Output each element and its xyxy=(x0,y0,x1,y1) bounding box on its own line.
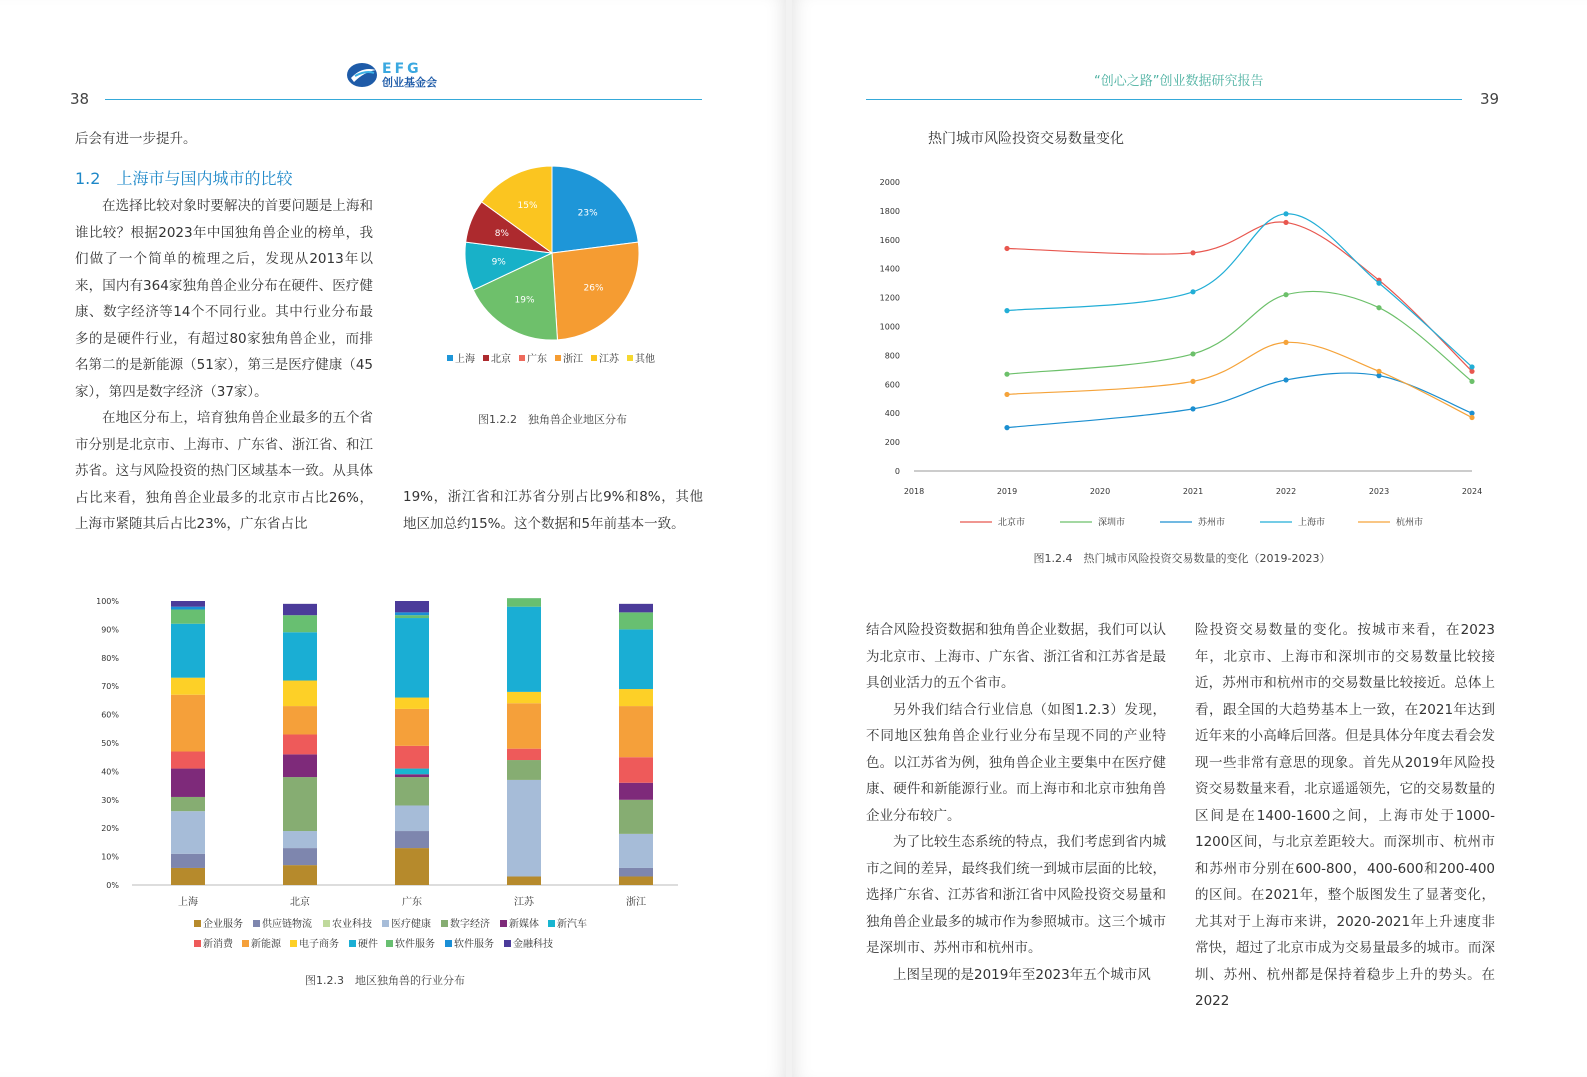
paragraph: 上图呈现的是2019年至2023年五个城市风 xyxy=(893,966,1151,983)
body-left-column xyxy=(75,193,373,538)
paragraph-continued: 19%，浙江省和江苏省分别占比9%和8%，其他地区加总约15%。这个数据和5年前基本一致。 xyxy=(403,489,703,532)
y-tick-label: 2000 xyxy=(879,178,900,187)
logo-subtext: 创业基金会 xyxy=(382,76,437,89)
pie-slice-label: 15% xyxy=(517,200,538,211)
y-tick-label: 1800 xyxy=(879,206,900,216)
bar-segment xyxy=(283,754,317,777)
data-point xyxy=(1469,379,1474,384)
legend-label: 农业科技 xyxy=(332,919,372,930)
x-tick-label: 2019 xyxy=(996,487,1018,496)
legend-label: 金融科技 xyxy=(513,939,553,950)
series-line xyxy=(1007,342,1472,417)
legend-label: 其他 xyxy=(635,354,655,365)
bar-segment xyxy=(283,681,317,707)
data-point xyxy=(1376,369,1381,374)
data-point xyxy=(1004,425,1009,430)
legend-label: 硬件 xyxy=(358,939,378,950)
data-point xyxy=(1376,281,1381,286)
header-rule xyxy=(105,99,702,100)
x-tick-label: 2018 xyxy=(903,487,925,496)
legend-swatch xyxy=(627,355,633,361)
bar-segment xyxy=(507,876,541,885)
bar-segment xyxy=(507,598,541,607)
bar-segment xyxy=(619,629,653,689)
pie-chart xyxy=(420,158,710,378)
data-point xyxy=(1004,308,1009,313)
right-page xyxy=(792,0,1587,1077)
pie-slice-label: 8% xyxy=(494,229,509,240)
legend-label: 供应链物流 xyxy=(262,919,312,930)
legend-label: 软件服务 xyxy=(395,939,435,950)
bar-segment xyxy=(619,706,653,757)
bar-segment xyxy=(619,834,653,868)
x-tick-label: 2022 xyxy=(1275,487,1297,496)
y-tick-label: 1000 xyxy=(879,322,900,332)
paragraph: 另外我们结合行业信息（如图1.2.3）发现，不同地区独角兽企业行业分布呈现不同的产业特色。以江苏省为例，独角兽企业主要集中在医疗健康、硬件和新能源行业。而上海市和北京市独角兽企业分布较广。 xyxy=(866,701,1166,824)
y-tick-label: 20% xyxy=(101,824,119,834)
legend-label: 上海 xyxy=(455,354,475,365)
bar-segment xyxy=(395,831,429,848)
legend-label: 杭州市 xyxy=(1396,518,1424,528)
bar-segment xyxy=(619,612,653,629)
data-point xyxy=(1190,351,1195,356)
x-tick-label: 广东 xyxy=(402,897,422,908)
legend-swatch xyxy=(382,920,389,927)
data-point xyxy=(1283,292,1288,297)
bar-segment xyxy=(171,695,205,752)
legend-swatch xyxy=(447,355,453,361)
legend-swatch xyxy=(519,355,525,361)
bar-segment xyxy=(171,752,205,769)
x-tick-label: 2024 xyxy=(1461,487,1483,496)
running-header: “创心之路”创业数据研究报告 xyxy=(1094,74,1264,89)
data-point xyxy=(1469,364,1474,369)
y-tick-label: 400 xyxy=(884,409,900,419)
bar-segment xyxy=(507,607,541,692)
figure-caption: 图1.2.2 独角兽企业地区分布 xyxy=(478,413,627,426)
page-number: 39 xyxy=(1480,90,1500,108)
legend-swatch xyxy=(591,355,597,361)
bar-segment xyxy=(171,601,205,607)
paragraph: 险投资交易数量的变化。按城市来看，在2023年，北京市、上海市和深圳市的交易数量比较接近，苏州市和杭州市的交易数量比较接近。总体上看，跟全国的大趋势基本上一致，在2021年达到近年来的小高峰后回落。但是具体分年度去看会发现一些非常有意思的现象。首先从2019年风险投资交易数量来看，北京遥遥领先，它的交易数量的区间是在1400-1600之间，上海市处于1000-1200区间，与北京差距较大。而深圳市、杭州市和苏州市分别在600-800，400-600和200-400的区间。在2021年，整个版图发生了显著变化，尤其对于上海市来讲，2020-2021年上升速度非常快，超过了北京市成为交易量最多的城市。而深圳、苏州、杭州都是保持着稳步上升的势头。在2022 xyxy=(1195,622,1495,1009)
y-tick-label: 90% xyxy=(101,625,119,635)
body-right-column-1 xyxy=(866,617,1166,988)
data-point xyxy=(1283,220,1288,225)
bar-segment xyxy=(395,746,429,769)
bar-segment xyxy=(395,698,429,709)
header-rule xyxy=(866,99,1462,100)
bar-segment xyxy=(283,777,317,831)
series-line xyxy=(1007,214,1472,367)
data-point xyxy=(1469,415,1474,420)
bar-segment xyxy=(507,703,541,748)
y-tick-label: 1400 xyxy=(879,264,900,274)
bar-segment xyxy=(283,706,317,734)
bar-segment xyxy=(395,612,429,615)
bar-segment xyxy=(171,610,205,624)
bar-segment xyxy=(619,757,653,783)
legend-swatch xyxy=(194,920,201,927)
x-tick-label: 2021 xyxy=(1182,487,1204,496)
legend-swatch xyxy=(548,920,555,927)
y-tick-label: 600 xyxy=(884,380,900,390)
bar-segment xyxy=(283,831,317,848)
bar-segment xyxy=(283,604,317,615)
x-tick-label: 江苏 xyxy=(514,897,534,908)
y-tick-label: 800 xyxy=(884,351,900,361)
legend-swatch xyxy=(483,355,489,361)
bar-segment xyxy=(619,783,653,800)
bar-segment xyxy=(395,769,429,775)
bar-segment xyxy=(395,618,429,698)
legend-label: 新汽车 xyxy=(557,919,587,930)
section-heading: 1.2 上海市与国内城市的比较 xyxy=(75,169,293,188)
legend-swatch xyxy=(323,920,330,927)
legend-label: 电子商务 xyxy=(299,939,339,950)
data-point xyxy=(1190,406,1195,411)
paragraph: 在选择比较对象时要解决的首要问题是上海和谁比较？根据2023年中国独角兽企业的榜单，我们做了一个简单的梳理之后，发现从2013年以来，国内有364家独角兽企业分布在硬件、医疗健康、数字经济等14个不同行业。其中行业分布最多的是硬件行业，有超过80家独角兽企业，而排名第二的是新能源（51家），第三是医疗健康（45家），第四是数字经济（37家）。 xyxy=(75,198,373,400)
paragraph: 为了比较生态系统的特点，我们考虑到省内城市之间的差异，最终我们统一到城市层面的比较，选择广东省、江苏省和浙江省中风险投资交易量和独角兽企业最多的城市作为参照城市。这三个城市是深圳市、苏州市和杭州市。 xyxy=(866,834,1166,956)
bar-segment xyxy=(283,848,317,865)
paragraph: 结合风险投资数据和独角兽企业数据，我们可以认为北京市、上海市、广东省、浙江省和江苏省是最具创业活力的五个省市。 xyxy=(866,622,1166,691)
legend-label: 新能源 xyxy=(251,939,281,950)
data-point xyxy=(1190,289,1195,294)
figure-caption: 图1.2.4 热门城市风险投资交易数量的变化（2019-2023） xyxy=(1033,552,1331,565)
legend-label: 深圳市 xyxy=(1098,518,1126,528)
data-point xyxy=(1190,379,1195,384)
legend-label: 苏州市 xyxy=(1198,518,1226,528)
pie-slice-label: 23% xyxy=(577,208,598,219)
series-line xyxy=(1007,291,1472,381)
legend-label: 新消费 xyxy=(203,939,233,950)
bar-segment xyxy=(171,868,205,885)
bar-segment xyxy=(395,601,429,612)
bar-segment xyxy=(283,734,317,754)
legend-swatch xyxy=(386,940,393,947)
data-point xyxy=(1376,305,1381,310)
data-point xyxy=(1004,372,1009,377)
legend-swatch xyxy=(441,920,448,927)
stacked-bar-chart xyxy=(70,590,720,965)
y-tick-label: 80% xyxy=(101,653,119,663)
legend-swatch xyxy=(242,940,249,947)
bar-segment xyxy=(171,811,205,854)
bar-segment xyxy=(395,777,429,805)
y-tick-label: 50% xyxy=(101,739,119,748)
bar-segment xyxy=(171,607,205,610)
bar-segment xyxy=(283,615,317,632)
legend-label: 北京 xyxy=(491,354,511,365)
legend-swatch xyxy=(504,940,511,947)
legend-swatch xyxy=(349,940,356,947)
y-tick-label: 10% xyxy=(101,852,119,862)
data-point xyxy=(1190,250,1195,255)
x-tick-label: 浙江 xyxy=(626,897,646,908)
bar-segment xyxy=(619,800,653,834)
bar-segment xyxy=(395,615,429,618)
y-tick-label: 100% xyxy=(96,597,119,606)
legend-swatch xyxy=(194,940,201,947)
legend-swatch xyxy=(290,940,297,947)
bar-segment xyxy=(619,876,653,885)
data-point xyxy=(1004,246,1009,251)
bar-segment xyxy=(283,865,317,885)
y-tick-label: 1600 xyxy=(879,235,900,245)
bar-segment xyxy=(507,760,541,780)
bar-segment xyxy=(395,805,429,831)
bar-segment xyxy=(395,848,429,885)
legend-label: 北京市 xyxy=(998,518,1026,528)
legend-label: 企业服务 xyxy=(203,919,243,930)
legend-label: 软件服务 xyxy=(454,939,494,950)
data-point xyxy=(1283,211,1288,216)
body-right-column-2 xyxy=(1195,617,1495,1015)
y-tick-label: 1200 xyxy=(879,293,900,303)
pie-slice-label: 9% xyxy=(491,257,506,268)
chart-title: 热门城市风险投资交易数量变化 xyxy=(928,131,1124,147)
series-line xyxy=(1007,222,1472,371)
bar-segment xyxy=(395,774,429,777)
logo-text: EFG xyxy=(382,61,422,77)
x-tick-label: 2023 xyxy=(1368,487,1390,496)
paragraph: 在地区分布上，培育独角兽企业最多的五个省市分别是北京市、上海市、广东省、浙江省、和江苏省。这与风险投资的热门区域基本一致。从具体占比来看，独角兽企业最多的北京市占比26%，上海市紧随其后占比23%，广东省占比 xyxy=(75,410,373,532)
pie-slice-label: 26% xyxy=(583,283,604,294)
bar-segment xyxy=(171,624,205,678)
legend-swatch xyxy=(445,940,452,947)
figure-caption: 图1.2.3 地区独角兽的行业分布 xyxy=(305,974,465,987)
legend-swatch xyxy=(253,920,260,927)
y-tick-label: 70% xyxy=(101,682,119,692)
bar-segment xyxy=(171,678,205,695)
bar-segment xyxy=(619,868,653,877)
legend-label: 数字经济 xyxy=(450,919,490,930)
bar-segment xyxy=(507,692,541,703)
legend-label: 新媒体 xyxy=(509,919,539,930)
bar-segment xyxy=(171,769,205,797)
data-point xyxy=(1283,377,1288,382)
legend-label: 上海市 xyxy=(1298,518,1326,528)
bar-segment xyxy=(507,749,541,760)
data-point xyxy=(1004,392,1009,397)
page-number: 38 xyxy=(70,90,90,108)
data-point xyxy=(1283,340,1288,345)
legend-swatch xyxy=(555,355,561,361)
line-chart xyxy=(862,122,1502,536)
legend-label: 医疗健康 xyxy=(391,919,431,930)
bar-segment xyxy=(283,632,317,680)
legend-swatch xyxy=(500,920,507,927)
x-tick-label: 上海 xyxy=(178,897,198,908)
x-tick-label: 北京 xyxy=(290,897,310,908)
x-tick-label: 2020 xyxy=(1089,487,1111,496)
bar-segment xyxy=(619,689,653,706)
left-page xyxy=(0,0,786,1077)
y-tick-label: 0 xyxy=(894,467,900,476)
pie-slice-label: 19% xyxy=(514,295,535,306)
legend-label: 江苏 xyxy=(599,354,619,365)
bar-segment xyxy=(395,709,429,746)
bar-segment xyxy=(171,854,205,868)
bar-segment xyxy=(619,604,653,613)
bar-segment xyxy=(171,797,205,811)
y-tick-label: 30% xyxy=(101,795,119,805)
paragraph-top: 后会有进一步提升。 xyxy=(75,131,197,147)
y-tick-label: 40% xyxy=(101,767,119,777)
legend-label: 广东 xyxy=(527,354,547,365)
y-tick-label: 200 xyxy=(884,438,900,448)
y-tick-label: 60% xyxy=(101,710,119,720)
legend-label: 浙江 xyxy=(563,354,583,365)
bar-segment xyxy=(507,780,541,877)
y-tick-label: 0% xyxy=(106,881,119,890)
